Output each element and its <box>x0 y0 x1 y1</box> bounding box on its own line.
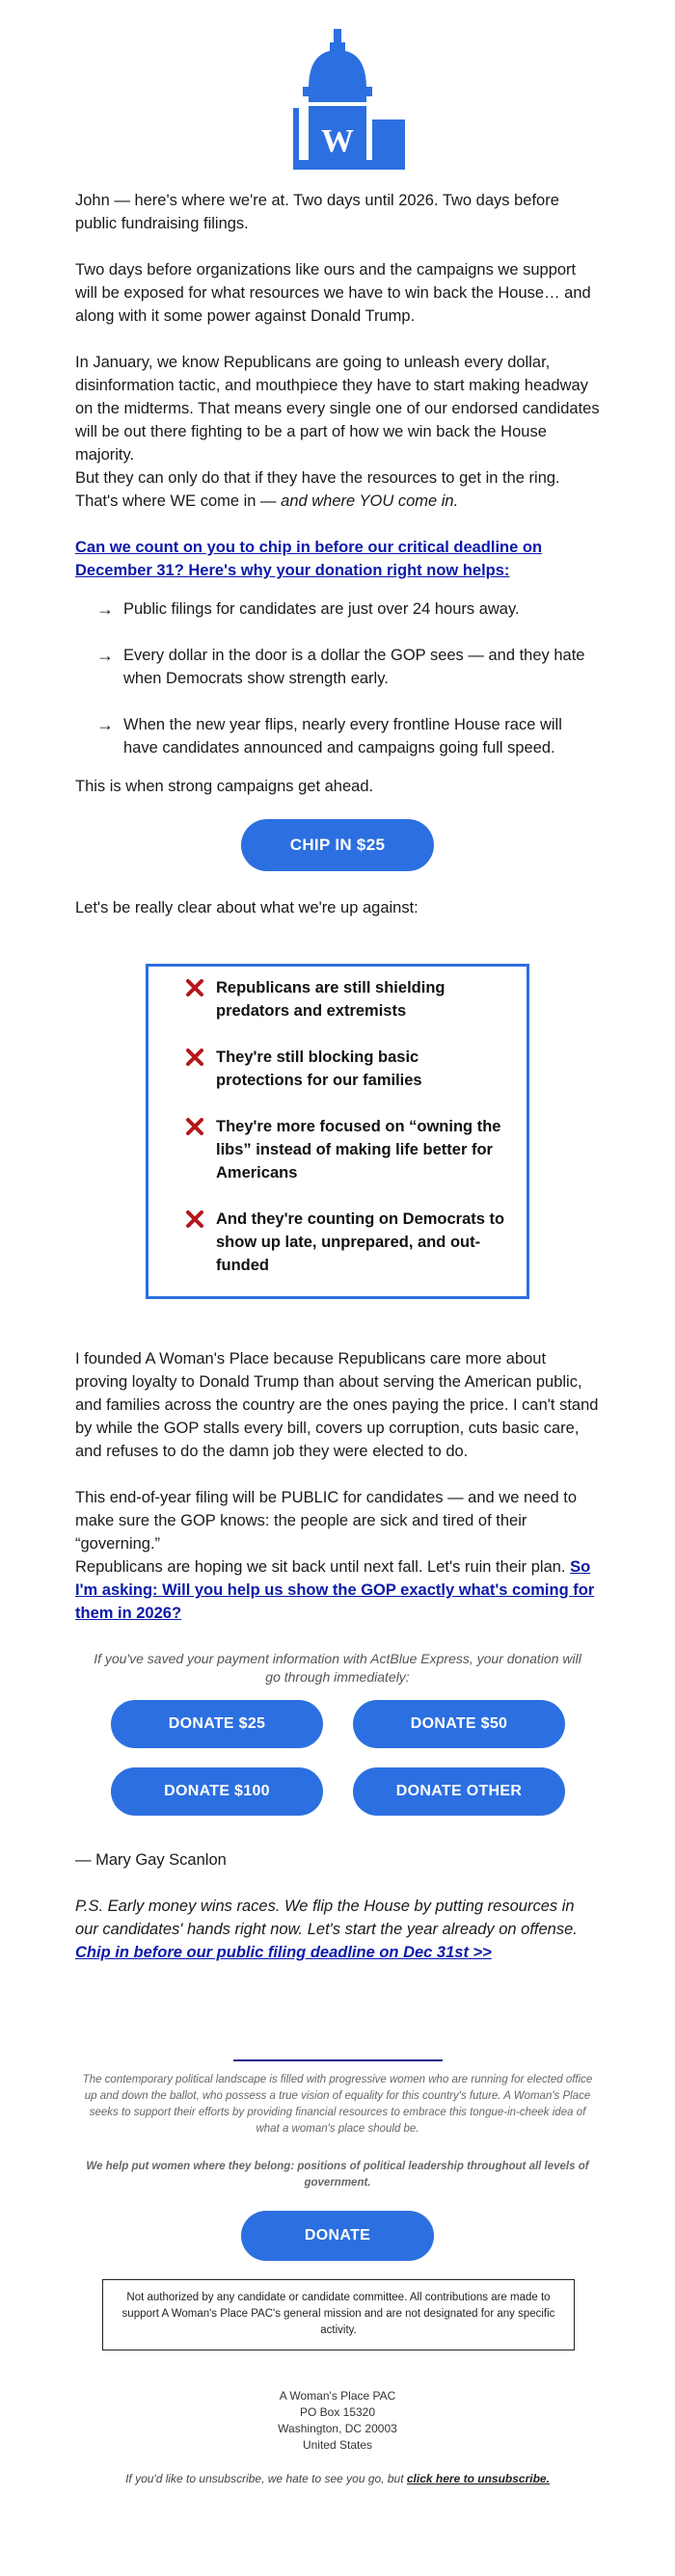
footer-divider <box>233 2059 443 2061</box>
donate-25-button[interactable]: DONATE $25 <box>111 1700 323 1748</box>
unsubscribe-text: If you'd like to unsubscribe, we hate to see you go, but <box>125 2472 407 2485</box>
x-mark-icon <box>185 1117 204 1136</box>
hoping-paragraph <box>75 1555 600 1625</box>
reason-text: When the new year flips, nearly every frontline House race will have candidates announced and campaigns going full speed. <box>123 716 562 757</box>
footer-tagline: We help put women where they belong: positions of political leadership throughout all levels of government. <box>86 2161 589 2189</box>
ps-link[interactable]: Chip in before our public filing deadline on Dec 31st >> <box>75 1944 492 1961</box>
hoping-text: Republicans are hoping we sit back until next fall. Let's ruin their plan. <box>75 1558 571 1576</box>
address-line: Washington, DC 20003 <box>278 2422 397 2435</box>
arrow-icon: → <box>96 715 114 734</box>
footer-donate-button[interactable]: DONATE <box>241 2211 434 2261</box>
intro-paragraph-4-text: But they can only do that if they have the resources to get in the ring. That's where WE come in — <box>75 469 560 510</box>
chip-in-button[interactable]: CHIP IN $25 <box>241 819 434 871</box>
donate-100-button[interactable]: DONATE $100 <box>111 1767 323 1816</box>
ps-paragraph <box>75 1895 600 1964</box>
x-mark-icon <box>185 978 204 997</box>
address-line: PO Box 15320 <box>299 2405 376 2419</box>
capitol-logo <box>272 29 407 170</box>
reason-text: Public filings for candidates are just over 24 hours away. <box>123 600 520 618</box>
address-line: A Woman's Place PAC <box>279 2389 396 2403</box>
intro-paragraph-3: In January, we know Republicans are going to unleash every dollar, disinformation tactic, and mouthpiece they have to start making headway on the midterms. That means every single one of our endorsed candidates will be out there fighting to be a part of how we win back the House majority. <box>75 354 600 464</box>
against-box <box>146 964 529 1299</box>
intro-paragraph-2: Two days before organizations like ours and the campaigns we support will be exposed for what resources we have to win back the House… and along with it some power against Donald Trump. <box>75 261 591 325</box>
intro-paragraph-4 <box>75 466 600 513</box>
x-mark-icon <box>185 1048 204 1067</box>
donate-other-button[interactable]: DONATE OTHER <box>353 1767 565 1816</box>
reason-text: Every dollar in the door is a dollar the GOP sees — and they hate when Democrats show strength early. <box>123 647 585 687</box>
intro-paragraph-4-italic: and where YOU come in. <box>281 492 459 510</box>
against-item-text: And they're counting on Democrats to show up late, unprepared, and out-funded <box>216 1210 505 1274</box>
ps-text: P.S. Early money wins races. We flip the House by putting resources in our candidates' hands right now. Let's start the year already on offense. <box>75 1898 578 1938</box>
arrow-icon: → <box>96 646 114 665</box>
unsubscribe-link[interactable]: click here to unsubscribe. <box>406 2472 550 2485</box>
against-line: Let's be really clear about what we're up against: <box>75 899 418 916</box>
unsubscribe-line <box>77 2471 598 2487</box>
intro-paragraph-1: John — here's where we're at. Two days until 2026. Two days before public fundraising filings. <box>75 192 559 232</box>
founded-paragraph: I founded A Woman's Place because Republicans care more about proving loyalty to Donald Trump than about serving the American public, and families across the country are the ones paying the price. I can't stand by while the GOP stalls every bill, covers up corruption, cuts basic care, and refuses to do the damn job they were elected to do. <box>75 1350 599 1460</box>
address-line: United States <box>302 2438 373 2452</box>
disclaimer-box: Not authorized by any candidate or candidate committee. All contributions are made to support A Woman's Place PAC's general mission and are not designated for any specific activity. <box>102 2279 575 2350</box>
actblue-express-note: If you've saved your payment information with ActBlue Express, your donation will go through immediately: <box>94 1651 581 1685</box>
arrow-icon: → <box>96 599 114 619</box>
footer-about: The contemporary political landscape is filled with progressive women who are running for elected office up and down the ballot, who possess a true vision of equality for this country's future. A Woman's Place seeks to support their efforts by providing financial resources to embrace this tongue-in-cheek idea of what a woman's place should be. <box>82 2074 593 2135</box>
donate-50-button[interactable]: DONATE $50 <box>353 1700 565 1748</box>
public-filing-paragraph: This end-of-year filing will be PUBLIC for candidates — and we need to make sure the GOP knows: the people are sick and tired of their “governing.” <box>75 1489 578 1553</box>
against-item-text: They're more focused on “owning the libs” instead of making life better for Americans <box>216 1118 501 1182</box>
signature: — Mary Gay Scanlon <box>75 1851 227 1869</box>
against-item-text: Republicans are still shielding predators and extremists <box>216 979 446 1020</box>
logo-letter: W <box>321 123 354 159</box>
ask-link[interactable]: Can we count on you to chip in before our critical deadline on December 31? Here's why your donation right now helps: <box>75 539 543 579</box>
ask-paragraph <box>75 536 600 582</box>
against-item-text: They're still blocking basic protections for our families <box>216 1049 422 1089</box>
hoping-link[interactable]: So I'm asking: Will you help us show the GOP exactly what's coming for them in 2026? <box>75 1558 595 1622</box>
strong-campaigns-line: This is when strong campaigns get ahead. <box>75 778 374 795</box>
x-mark-icon <box>185 1209 204 1229</box>
